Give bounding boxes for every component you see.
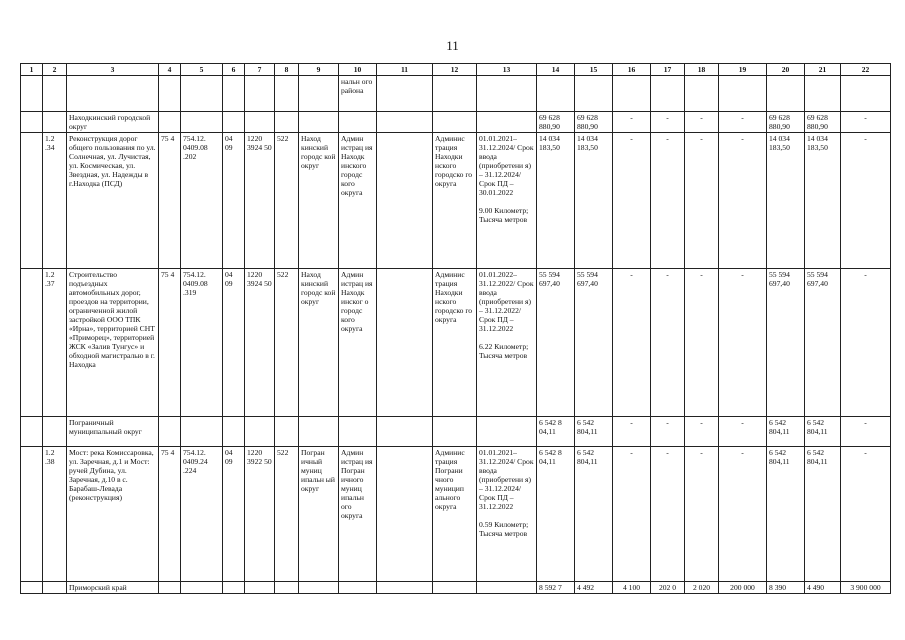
cell-value: - bbox=[719, 447, 767, 582]
header-cell: 13 bbox=[477, 64, 537, 76]
cell-dates bbox=[477, 133, 537, 269]
cell-value: 200 000 bbox=[719, 582, 767, 594]
cell-organization: нальн ого района bbox=[339, 76, 377, 112]
cell-value: 69 628 880,90 bbox=[767, 112, 805, 133]
table-row bbox=[21, 417, 891, 447]
cell-district: Наход кинский городс кой округ bbox=[299, 133, 339, 269]
header-cell: 3 bbox=[67, 64, 159, 76]
cell-code: 522 bbox=[275, 269, 299, 417]
cell-value: - bbox=[841, 417, 891, 447]
header-cell: 17 bbox=[651, 64, 685, 76]
cell-value: - bbox=[685, 112, 719, 133]
cell-value: 55 594 697,40 bbox=[537, 269, 575, 417]
cell-name: Пограничный муниципальный округ bbox=[67, 417, 159, 447]
cell-value: - bbox=[719, 133, 767, 269]
cell-value: 8 592 7 bbox=[537, 582, 575, 594]
cell-value: - bbox=[613, 417, 651, 447]
table-row bbox=[21, 76, 891, 112]
header-cell: 12 bbox=[433, 64, 477, 76]
cell-value: - bbox=[841, 447, 891, 582]
cell-value: - bbox=[651, 133, 685, 269]
cell-code: 04 09 bbox=[223, 269, 245, 417]
cell-value: 4 100 bbox=[613, 582, 651, 594]
cell-dates bbox=[477, 447, 537, 582]
header-cell: 4 bbox=[159, 64, 181, 76]
cell-district: Погран ичный муниц ипальн ый округ bbox=[299, 447, 339, 582]
header-cell: 19 bbox=[719, 64, 767, 76]
cell-value: - bbox=[841, 269, 891, 417]
cell-value: 14 034 183,50 bbox=[575, 133, 613, 269]
cell-code: 754.12. 0409.08 .319 bbox=[181, 269, 223, 417]
cell-value: - bbox=[685, 269, 719, 417]
table-row bbox=[21, 269, 891, 417]
cell-value: 2 020 bbox=[685, 582, 719, 594]
header-cell: 9 bbox=[299, 64, 339, 76]
header-cell: 1 bbox=[21, 64, 43, 76]
cell-value: 6 542 804,11 bbox=[805, 447, 841, 582]
header-row bbox=[21, 64, 891, 76]
cell-value: 55 594 697,40 bbox=[767, 269, 805, 417]
cell-code: 754.12. 0409.24 .224 bbox=[181, 447, 223, 582]
cell-value: - bbox=[719, 269, 767, 417]
cell-value: 6 542 804,11 bbox=[805, 417, 841, 447]
header-cell: 7 bbox=[245, 64, 275, 76]
header-cell: 21 bbox=[805, 64, 841, 76]
cell-capacity: 9.00 Километр; Тысяча метров bbox=[479, 206, 529, 224]
cell-value: 3 900 000 bbox=[841, 582, 891, 594]
header-cell: 22 bbox=[841, 64, 891, 76]
cell-value: - bbox=[719, 417, 767, 447]
cell-code: 75 4 bbox=[159, 269, 181, 417]
cell-organization: Админис трация Находки нского городско го округа bbox=[433, 133, 477, 269]
cell-value: 6 542 8 04,11 bbox=[537, 447, 575, 582]
cell-value: - bbox=[613, 112, 651, 133]
cell-value: - bbox=[841, 112, 891, 133]
cell-code: 754.12. 0409.08 .202 bbox=[181, 133, 223, 269]
cell-value: - bbox=[685, 133, 719, 269]
cell-value: 69 628 880,90 bbox=[575, 112, 613, 133]
header-cell: 2 bbox=[43, 64, 67, 76]
cell-organization: Админис трация Пограни чного муницип ального округа bbox=[433, 447, 477, 582]
cell-dates bbox=[477, 269, 537, 417]
cell-value: - bbox=[651, 269, 685, 417]
cell-code: 04 09 bbox=[223, 447, 245, 582]
cell-organization: Админ истрац ия Погран ичного муниц ипальн ого округа bbox=[339, 447, 377, 582]
cell-name: Реконструкция дорог общего пользования по ул. Солнечная, ул. Лучистая, ул. Космическая, ул. Звездная, ул. Надежды в г.Находка (ПСД) bbox=[67, 133, 159, 269]
cell-value: - bbox=[685, 417, 719, 447]
table-row bbox=[21, 582, 891, 594]
cell-code: 75 4 bbox=[159, 447, 181, 582]
cell-value: - bbox=[841, 133, 891, 269]
cell-capacity: 0.59 Километр; Тысяча метров bbox=[479, 520, 529, 538]
cell-value: - bbox=[719, 112, 767, 133]
cell-dates-period: 01.01.2022– 31.12.2022/ Срок ввода (приобретени я) – 31.12.2022/ Срок ПД – 31.12.2022 bbox=[479, 270, 534, 333]
cell-name: Приморский край bbox=[67, 582, 159, 594]
cell-code: 04 09 bbox=[223, 133, 245, 269]
cell-value: 55 594 697,40 bbox=[575, 269, 613, 417]
header-cell: 10 bbox=[339, 64, 377, 76]
cell-value: - bbox=[613, 133, 651, 269]
cell-number: 1.2 .34 bbox=[43, 133, 67, 269]
cell-value: 6 542 804,11 bbox=[575, 417, 613, 447]
cell-value: - bbox=[685, 447, 719, 582]
cell-value: 6 542 8 04,11 bbox=[537, 417, 575, 447]
header-cell: 20 bbox=[767, 64, 805, 76]
cell-value: - bbox=[613, 269, 651, 417]
table-row bbox=[21, 133, 891, 269]
cell-code: 75 4 bbox=[159, 133, 181, 269]
header-cell: 15 bbox=[575, 64, 613, 76]
cell-value: - bbox=[613, 447, 651, 582]
cell-value: 6 542 804,11 bbox=[767, 447, 805, 582]
table-row bbox=[21, 447, 891, 582]
cell-value: 69 628 880,90 bbox=[537, 112, 575, 133]
cell-value: 55 594 697,40 bbox=[805, 269, 841, 417]
cell-value: 4 492 bbox=[575, 582, 613, 594]
cell-district: Наход кинский городс кой округ bbox=[299, 269, 339, 417]
cell-value: 14 034 183,50 bbox=[537, 133, 575, 269]
cell-dates-period: 01.01.2021– 31.12.2024/ Срок ввода (приобретени я) – 31.12.2024/ Срок ПД – 30.01.2022 bbox=[479, 134, 534, 197]
cell-dates-period: 01.01.2021– 31.12.2024/ Срок ввода (приобретени я) – 31.12.2024/ Срок ПД – 31.12.2022 bbox=[479, 448, 534, 511]
cell-name: Мост: река Комиссаровка, ул. Заречная, д.1 и Мост: ручей Дубина, ул. Заречная, д.10 в с. Барабаш-Левада (реконструкция) bbox=[67, 447, 159, 582]
page-number: 11 bbox=[446, 38, 459, 53]
table-row bbox=[21, 112, 891, 133]
header-cell: 8 bbox=[275, 64, 299, 76]
header-cell: 18 bbox=[685, 64, 719, 76]
data-table bbox=[20, 63, 891, 594]
cell-value: 202 0 bbox=[651, 582, 685, 594]
cell-organization: Админ истрац ия Находк инского городс кого округа bbox=[339, 133, 377, 269]
cell-code: 1220 3922 50 bbox=[245, 447, 275, 582]
cell-name: Находкинский городской округ bbox=[67, 112, 159, 133]
cell-value: 6 542 804,11 bbox=[767, 417, 805, 447]
cell-code: 1220 3924 50 bbox=[245, 133, 275, 269]
cell-code: 522 bbox=[275, 133, 299, 269]
header-cell: 14 bbox=[537, 64, 575, 76]
cell-value: - bbox=[651, 417, 685, 447]
cell-value: 69 628 880,90 bbox=[805, 112, 841, 133]
cell-value: 4 490 bbox=[805, 582, 841, 594]
cell-value: 14 034 183,50 bbox=[805, 133, 841, 269]
header-cell: 6 bbox=[223, 64, 245, 76]
header-cell: 5 bbox=[181, 64, 223, 76]
cell-value: - bbox=[651, 447, 685, 582]
cell-organization: Админис трация Находки нского городско го округа bbox=[433, 269, 477, 417]
header-cell: 16 bbox=[613, 64, 651, 76]
cell-code: 1220 3924 50 bbox=[245, 269, 275, 417]
header-cell: 11 bbox=[377, 64, 433, 76]
cell-value: - bbox=[651, 112, 685, 133]
cell-value: 8 390 bbox=[767, 582, 805, 594]
cell-value: 6 542 804,11 bbox=[575, 447, 613, 582]
cell-code: 522 bbox=[275, 447, 299, 582]
cell-value: 14 034 183,50 bbox=[767, 133, 805, 269]
cell-organization: Админ истрац ия Находк инског о городс кого округа bbox=[339, 269, 377, 417]
cell-capacity: 6.22 Километр; Тысяча метров bbox=[479, 342, 529, 360]
cell-name: Строительство подъездных автомобильных дорог, проездов на территории, ограниченной жилой застройкой ООО ТПК «Ирна», территорией СНТ «Приморец», территорией ЖСК «Залив Тунгус» и обходной магистралью в г. Находка bbox=[67, 269, 159, 417]
cell-number: 1.2 .37 bbox=[43, 269, 67, 417]
cell-number: 1.2 .38 bbox=[43, 447, 67, 582]
